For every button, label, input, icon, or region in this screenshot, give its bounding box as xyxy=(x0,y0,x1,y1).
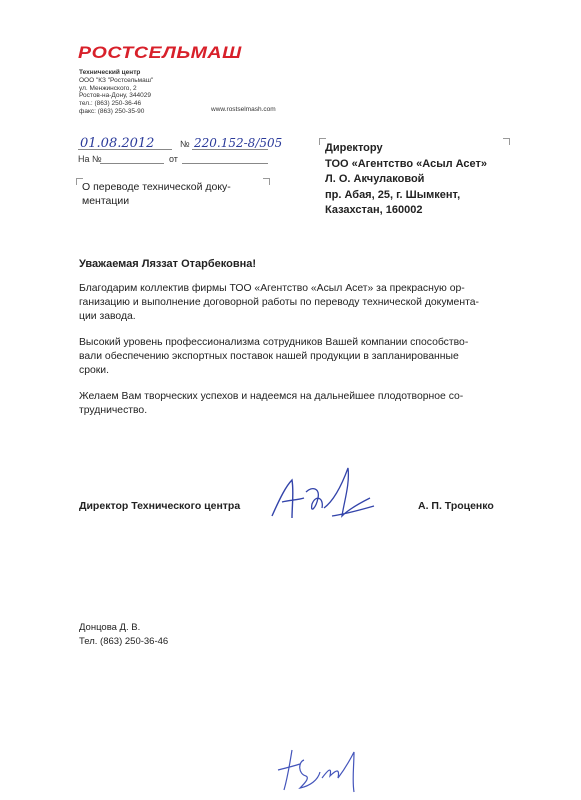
handwritten-signature xyxy=(262,458,382,528)
number-underline xyxy=(192,149,268,150)
paragraph-line: ганизацию и выполнение договорной работы по переводу технической документа- xyxy=(79,297,479,308)
org-line: ООО "КЗ "Ростсельмаш" xyxy=(79,76,154,84)
addressee-line: Казахстан, 160002 xyxy=(325,204,423,216)
executor-phone: Тел. (863) 250-36-46 xyxy=(79,636,169,647)
paragraph-line: Благодарим коллектив фирмы ТОО «Агентство «Асыл Асет» за прекрасную ор- xyxy=(79,283,465,294)
org-line: ул. Менжинского, 2 xyxy=(79,84,137,92)
address-corner-right xyxy=(503,138,510,145)
subject-corner-right xyxy=(263,178,270,185)
addressee-line: Л. О. Акчулаковой xyxy=(325,173,425,185)
org-line: тел.: (863) 250-36-46 xyxy=(79,100,142,108)
paragraph-3 xyxy=(79,390,503,418)
website: www.rostselmash.com xyxy=(211,106,276,113)
org-line: факс: (863) 250-35-90 xyxy=(79,107,145,115)
subject xyxy=(82,180,231,208)
signatory-name: А. П. Троценко xyxy=(418,500,494,512)
paragraph-line: Желаем Вам творческих успехов и надеемся на дальнейшее плодотворное со- xyxy=(79,391,464,402)
org-line: Технический центр xyxy=(79,69,141,76)
signatory-title: Директор Технического центра xyxy=(79,500,241,512)
executor-info xyxy=(79,621,168,649)
paragraph-2 xyxy=(79,336,503,378)
handwritten-mark xyxy=(270,740,380,798)
paragraph-line: ции завода. xyxy=(79,311,136,322)
paragraph-1 xyxy=(79,282,503,324)
number-label: № xyxy=(180,139,190,149)
on-number-underline xyxy=(100,163,164,164)
addressee-line: Директору xyxy=(325,142,383,154)
letter-date: 01.08.2012 xyxy=(80,136,155,151)
from-underline xyxy=(182,163,268,164)
executor-name: Донцова Д. В. xyxy=(79,622,141,633)
org-line: Ростов-на-Дону, 344029 xyxy=(79,92,152,100)
addressee-line: пр. Абая, 25, г. Шымкент, xyxy=(325,188,461,201)
company-logo: РОСТСЕЛЬМАШ xyxy=(78,43,242,62)
date-underline xyxy=(78,149,172,150)
from-label: от xyxy=(169,154,178,164)
addressee xyxy=(325,141,487,219)
on-number-label: На № xyxy=(78,154,102,164)
paragraph-line: Высокий уровень профессионализма сотрудников Вашей компании способство- xyxy=(79,337,469,348)
paragraph-line: сроки. xyxy=(79,365,109,376)
paragraph-line: трудничество. xyxy=(79,405,148,416)
greeting: Уважаемая Ляззат Отарбековна! xyxy=(79,258,257,270)
subject-line: ментации xyxy=(82,195,130,207)
subject-line: О переводе технической доку- xyxy=(82,181,231,193)
paragraph-line: вали обеспечению экспортных поставок нашей продукции в запланированные xyxy=(79,351,459,362)
organization-details xyxy=(79,69,153,116)
addressee-line: ТОО «Агентство «Асыл Асет» xyxy=(325,157,488,170)
letter-number: 220.152-8/505 xyxy=(194,136,283,150)
